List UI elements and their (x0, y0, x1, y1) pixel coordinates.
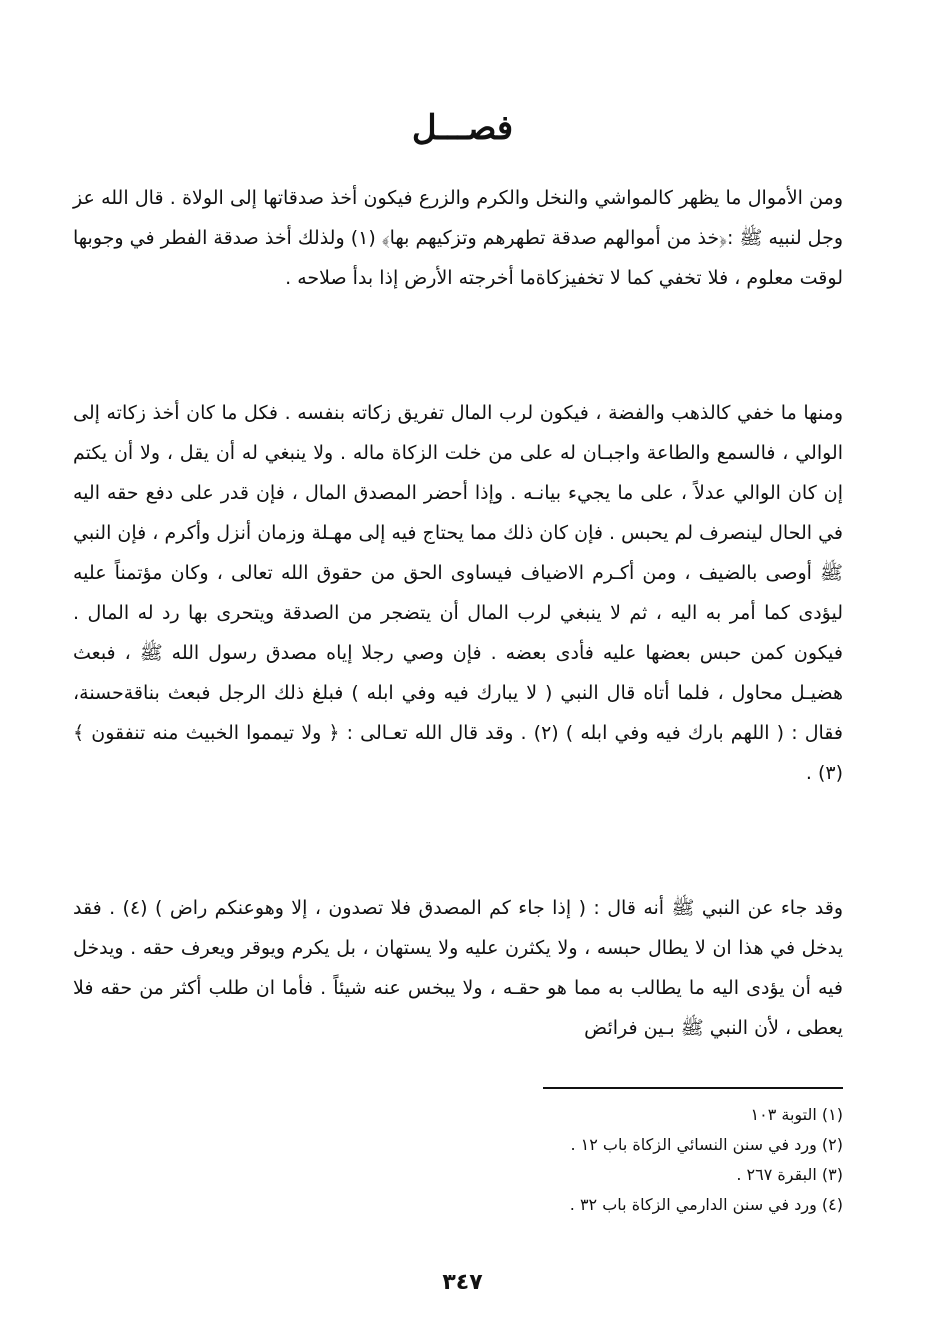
footnotes-list (73, 1100, 843, 1220)
footnote-4: (٤) ورد في سنن الدارمي الزكاة باب ٣٢ . (569, 1195, 843, 1214)
footnote-2: (٢) ورد في سنن النسائي الزكاة باب ١٢ . (570, 1135, 843, 1154)
paragraph-1: ومن الأموال ما يظهر كالمواشي والنخل والكرم والزرع فيكون أخذ صدقاتها إلى الولاة . قال الله عز وجل لنبيه ﷺ :﴿خذ من أموالهم صدقة تطهرهم وتزكيهم بها﴾ (١) ولذلك أخذ صدقة الفطر في وجوبها لوقت معلوم ، فلا تخفي كما لا تخفيزكاةما أخرجته الأرض إذا بدأ صلاحه . (73, 187, 843, 289)
page-number: ٣٤٧ (442, 1270, 483, 1295)
paragraph-2: ومنها ما خفي كالذهب والفضة ، فيكون لرب المال تفريق زكاته بنفسه . فكل ما كان أخذ زكاته إلى الوالي ، فالسمع والطاعة واجبـان له على من خلت الزكاة ماله . ولا ينبغي له أن يقل ، ولا أن يكتم إن كان الوالي عدلاً ، على ما يجيء بيانـه . وإذا أحضر المصدق المال ، فإن قدر على دفع حقه اليه في الحال لينصرف لم يحبس . فإن كان ذلك مما يحتاج فيه إلى مهـلة وزمان أنزل وأكرم ، فإن النبي ﷺ أوصى بالضيف ، ومن أكـرم الاضياف فيساوى الحق من حقوق الله تعالى ، وكان مؤتمناً عليه ليؤدى كما أمر به اليه ، ثم لا ينبغي لرب المال أن يتضجر من الصدقة ويتحرى بها رد له المال . فيكون كمن حبس بعضها عليه فأدى بعضه . فإن وصي رجلا إياه مصدق رسول الله ﷺ ، فبعث هضيـل محاول ، فلما أتاه قال النبي ( لا يبارك فيه وفي ابله ) فبلغ ذلك الرجل فبعث بناقةحسنة، فقال : ( اللهم بارك فيه وفي ابله ) (٢) . وقد قال الله تعـالى : ﴿ ولا تيمموا الخبيث منه تنفقون ﴾ (٣) . (73, 402, 843, 784)
paragraph-3: وقد جاء عن النبي ﷺ أنه قال : ( إذا جاء كم المصدق فلا تصدون ، إلا وهوعنكم راض ) (٤) . فقد يدخل في هذا ان لا يطال حبسه ، ولا يكثرن عليه ولا يستهان ، بل يكرم ويوقر ويعرف حقه . ويدخل فيه أن يؤدى اليه ما يطالب به مما هو حقـه ، ولا يبخس عنه شيئاً . فأما ان طلب أكثر من حقه فلا يعطى ، لأن النبي ﷺ بـين فرائض (73, 897, 843, 1039)
footnote-divider (543, 1087, 843, 1089)
footnote-1: (١) التوبة ١٠٣ (750, 1105, 843, 1124)
footnote-3: (٣) البقرة ٢٦٧ . (736, 1165, 843, 1184)
section-heading: فصـــل (411, 108, 514, 148)
